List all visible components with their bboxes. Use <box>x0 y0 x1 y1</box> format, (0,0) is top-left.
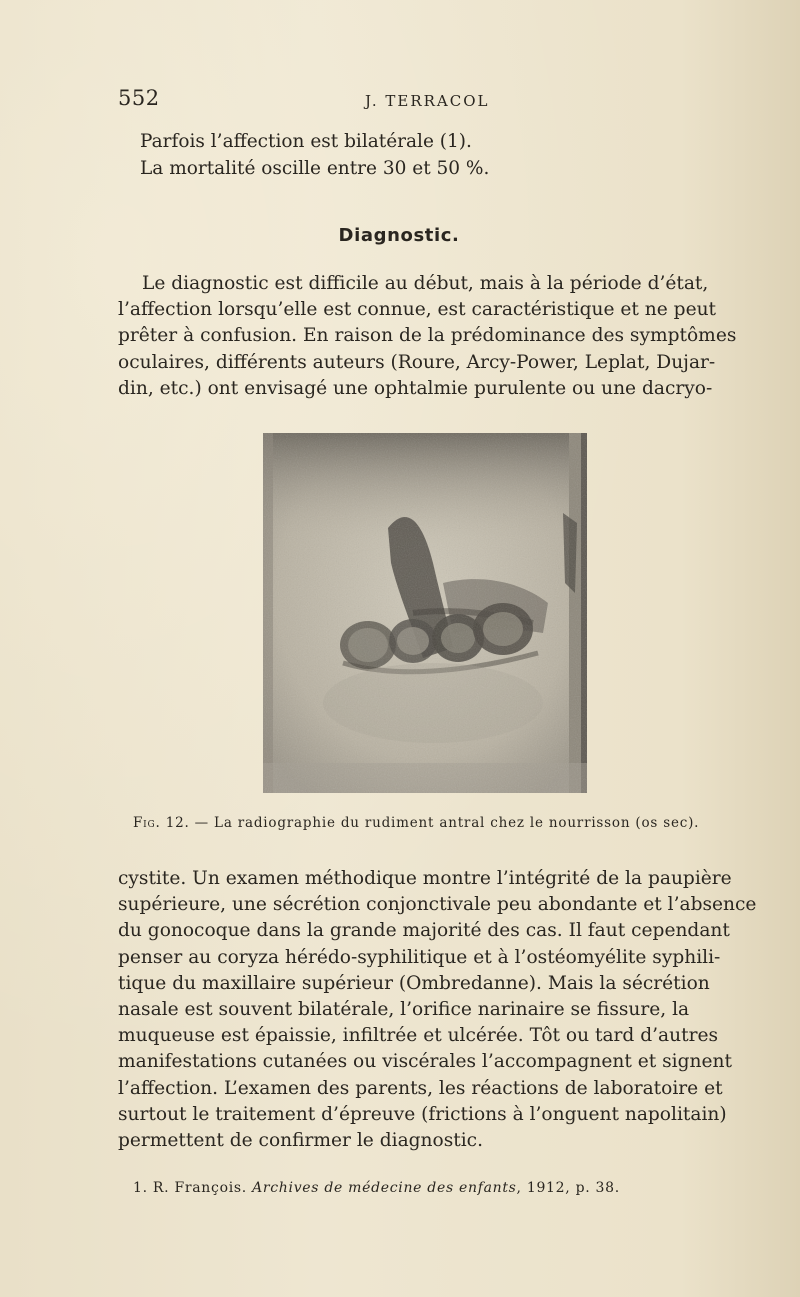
paragraph-diagnostic <box>118 271 737 402</box>
text-line: l’affection. L’examen des parents, les réactions de laboratoire et <box>118 1077 723 1099</box>
text-line: prêter à confusion. En raison de la prédominance des symptômes <box>118 325 737 347</box>
radiograph-image <box>263 433 587 793</box>
intro-line: Parfois l’affection est bilatérale (1). <box>140 131 472 152</box>
running-head: J. TERRACOL <box>365 92 490 110</box>
paragraph-continuation <box>118 866 757 1154</box>
text-line: permettent de confirmer le diagnostic. <box>118 1130 484 1152</box>
text-line: tique du maxillaire supérieur (Ombredanne). Mais la sécrétion <box>118 972 710 994</box>
text-line: muqueuse est épaissie, infiltrée et ulcérée. Tôt ou tard d’autres <box>118 1025 719 1047</box>
footnote <box>133 1180 693 1196</box>
figure-caption-text: — La radiographie du rudiment antral chez le nourrisson (os sec). <box>189 815 700 831</box>
page-header <box>118 86 680 116</box>
text-line: surtout le traitement d’épreuve (frictions à l’onguent napolitain) <box>118 1103 727 1125</box>
text-line: Le diagnostic est difficile au début, mais à la période d’état, <box>142 273 709 294</box>
text-line: l’affection lorsqu’elle est connue, est caractéristique et ne peut <box>118 299 717 321</box>
text-line: du gonocoque dans la grande majorité des cas. Il faut cependant <box>118 920 730 942</box>
footnote-details: , 1912, p. 38. <box>516 1180 620 1196</box>
text-line: supérieure, une sécrétion conjonctivale peu abondante et l’absence <box>118 894 757 916</box>
footnote-journal: Archives de médecine des enfants <box>252 1180 517 1196</box>
footnote-author: R. François. <box>147 1180 253 1196</box>
figure-label: Fig. 12. <box>133 815 190 831</box>
figure-caption <box>133 815 733 831</box>
intro-line: La mortalité oscille entre 30 et 50 %. <box>140 158 490 179</box>
page-number: 552 <box>118 86 160 110</box>
text-line: cystite. Un examen méthodique montre l’intégrité de la paupière <box>118 868 732 889</box>
text-line: oculaires, différents auteurs (Roure, Arcy-Power, Leplat, Dujar- <box>118 351 716 373</box>
footnote-number: 1. <box>133 1180 148 1196</box>
text-line: din, etc.) ont envisagé une ophtalmie purulente ou une dacryo- <box>118 377 713 399</box>
text-line: nasale est souvent bilatérale, l’orifice narinaire se fissure, la <box>118 999 690 1021</box>
intro-lines <box>140 128 700 182</box>
text-line: manifestations cutanées ou viscérales l’accompagnent et signent <box>118 1051 732 1073</box>
section-heading: Diagnostic. <box>338 225 460 246</box>
text-line: penser au coryza hérédo-syphilitique et à l’ostéomyélite syphili- <box>118 946 721 968</box>
radiograph-figure <box>263 433 587 793</box>
